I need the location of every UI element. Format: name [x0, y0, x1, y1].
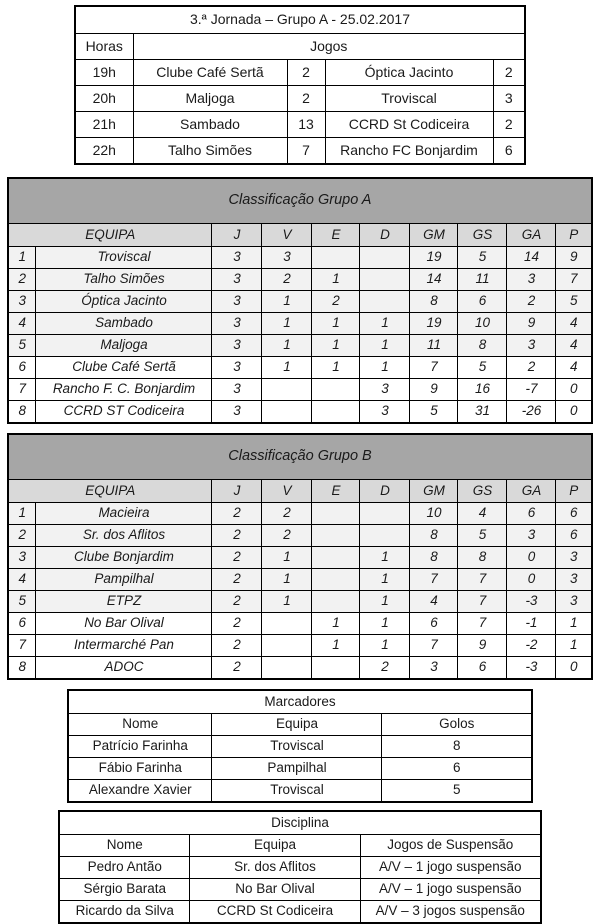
stat-gs: 4 [458, 503, 507, 525]
stat-e: 1 [312, 613, 360, 635]
header-gs: GS [458, 224, 507, 247]
match-row [75, 60, 525, 86]
stat-v [262, 613, 312, 635]
stat-j: 3 [212, 313, 262, 335]
pos-cell: 2 [8, 269, 36, 291]
standings-row [8, 657, 592, 680]
standings-row [8, 247, 592, 269]
standings-row [8, 613, 592, 635]
stat-e: 1 [312, 635, 360, 657]
away-team: Rancho FC Bonjardim [325, 138, 493, 165]
stat-ga: 0 [507, 547, 556, 569]
suspension: A/V – 1 jogo suspensão [360, 857, 540, 879]
standings-row [8, 635, 592, 657]
home-score: 13 [287, 112, 325, 138]
player-name: Pedro Antão [59, 857, 189, 879]
away-score: 2 [493, 60, 525, 86]
standings-row [8, 503, 592, 525]
stat-j: 2 [212, 503, 262, 525]
jornada-header-jogos: Jogos [133, 34, 525, 60]
header-equipa: EQUIPA [8, 224, 212, 247]
player-name: Sérgio Barata [59, 879, 189, 901]
disciplina-title: Disciplina [59, 811, 540, 835]
standings-row [8, 357, 592, 379]
standings-row [8, 269, 592, 291]
stat-e: 2 [312, 291, 360, 313]
stat-v [262, 635, 312, 657]
stat-j: 2 [212, 613, 262, 635]
header-p: P [556, 224, 592, 247]
stat-gm: 10 [410, 503, 458, 525]
disciplina-table [58, 810, 541, 924]
team-cell: Talho Simões [36, 269, 212, 291]
discipline-row [59, 901, 540, 924]
grupo-b-title-row [8, 434, 592, 480]
away-team: Óptica Jacinto [325, 60, 493, 86]
pos-cell: 6 [8, 613, 36, 635]
stat-ga: -2 [507, 635, 556, 657]
stat-gm: 19 [410, 247, 458, 269]
header-nome: Nome [68, 714, 212, 736]
stat-ga: 9 [507, 313, 556, 335]
stat-ga: 3 [507, 269, 556, 291]
player-name: Ricardo da Silva [59, 901, 189, 924]
stat-ga: -3 [507, 591, 556, 613]
stat-ga: 2 [507, 357, 556, 379]
scorer-row [68, 736, 532, 758]
stat-gs: 11 [458, 269, 507, 291]
team-cell: Troviscal [36, 247, 212, 269]
stat-v: 1 [262, 313, 312, 335]
marcadores-title-row [68, 690, 532, 714]
stat-d [360, 503, 410, 525]
home-team: Clube Café Sertã [133, 60, 287, 86]
header-p: P [556, 480, 592, 503]
team-cell: Clube Bonjardim [36, 547, 212, 569]
stat-d: 1 [360, 635, 410, 657]
stat-gm: 8 [410, 291, 458, 313]
stat-gm: 7 [410, 635, 458, 657]
stat-gm: 11 [410, 335, 458, 357]
stat-gs: 5 [458, 357, 507, 379]
stat-e [312, 379, 360, 401]
stat-gm: 7 [410, 357, 458, 379]
stat-j: 3 [212, 291, 262, 313]
header-gm: GM [410, 224, 458, 247]
stat-ga: 3 [507, 525, 556, 547]
scorer-goals: 6 [382, 758, 532, 780]
player-team: No Bar Olival [189, 879, 360, 901]
scorer-goals: 8 [382, 736, 532, 758]
suspension: A/V – 3 jogos suspensão [360, 901, 540, 924]
stat-e: 1 [312, 313, 360, 335]
header-gs: GS [458, 480, 507, 503]
stat-e [312, 657, 360, 680]
stat-gs: 7 [458, 591, 507, 613]
stat-j: 2 [212, 635, 262, 657]
header-equipa: EQUIPA [8, 480, 212, 503]
standings-row [8, 379, 592, 401]
stat-p: 5 [556, 291, 592, 313]
match-time: 22h [75, 138, 133, 165]
pos-cell: 4 [8, 313, 36, 335]
stat-d: 1 [360, 357, 410, 379]
stat-e [312, 569, 360, 591]
header-e: E [312, 224, 360, 247]
stat-v: 2 [262, 269, 312, 291]
discipline-row [59, 857, 540, 879]
scorer-name: Alexandre Xavier [68, 780, 212, 803]
stat-e [312, 547, 360, 569]
stat-d [360, 269, 410, 291]
stat-gm: 14 [410, 269, 458, 291]
stat-ga: -26 [507, 401, 556, 424]
stat-gs: 8 [458, 547, 507, 569]
stat-p: 4 [556, 357, 592, 379]
match-row [75, 86, 525, 112]
home-score: 2 [287, 86, 325, 112]
stat-ga: -1 [507, 613, 556, 635]
stat-p: 0 [556, 379, 592, 401]
stat-gs: 6 [458, 291, 507, 313]
stat-v: 1 [262, 357, 312, 379]
stat-j: 2 [212, 547, 262, 569]
team-cell: CCRD ST Codiceira [36, 401, 212, 424]
stat-d: 1 [360, 313, 410, 335]
stat-v: 1 [262, 591, 312, 613]
stat-j: 2 [212, 525, 262, 547]
stat-v: 3 [262, 247, 312, 269]
stat-e: 1 [312, 269, 360, 291]
pos-cell: 3 [8, 291, 36, 313]
scorer-team: Troviscal [212, 736, 382, 758]
scorer-name: Fábio Farinha [68, 758, 212, 780]
stat-v [262, 401, 312, 424]
stat-v: 1 [262, 291, 312, 313]
marcadores-table [67, 689, 533, 803]
stat-d [360, 291, 410, 313]
stat-d [360, 247, 410, 269]
stat-gm: 4 [410, 591, 458, 613]
stat-p: 0 [556, 401, 592, 424]
stat-p: 7 [556, 269, 592, 291]
jornada-table [74, 5, 526, 165]
stat-j: 3 [212, 335, 262, 357]
stat-j: 2 [212, 657, 262, 680]
match-row [75, 138, 525, 165]
disciplina-title-row [59, 811, 540, 835]
home-score: 2 [287, 60, 325, 86]
stat-j: 2 [212, 591, 262, 613]
stat-e [312, 401, 360, 424]
grupo-b-header-row [8, 480, 592, 503]
header-suspensao: Jogos de Suspensão [360, 835, 540, 857]
away-score: 3 [493, 86, 525, 112]
player-team: Sr. dos Aflitos [189, 857, 360, 879]
stat-v: 1 [262, 569, 312, 591]
grupo-a-header-row [8, 224, 592, 247]
match-row [75, 112, 525, 138]
stat-d: 2 [360, 657, 410, 680]
stat-gs: 5 [458, 247, 507, 269]
team-cell: Pampilhal [36, 569, 212, 591]
team-cell: Óptica Jacinto [36, 291, 212, 313]
stat-e: 1 [312, 357, 360, 379]
team-cell: Intermarché Pan [36, 635, 212, 657]
stat-j: 3 [212, 357, 262, 379]
stat-gm: 8 [410, 547, 458, 569]
stat-p: 0 [556, 657, 592, 680]
suspension: A/V – 1 jogo suspensão [360, 879, 540, 901]
stat-gs: 8 [458, 335, 507, 357]
stat-e: 1 [312, 335, 360, 357]
stat-gm: 5 [410, 401, 458, 424]
standings-row [8, 335, 592, 357]
stat-gs: 7 [458, 569, 507, 591]
grupo-a-table [7, 177, 593, 424]
stat-p: 3 [556, 569, 592, 591]
stat-gs: 7 [458, 613, 507, 635]
stat-v: 2 [262, 503, 312, 525]
stat-gs: 9 [458, 635, 507, 657]
away-score: 2 [493, 112, 525, 138]
standings-row [8, 291, 592, 313]
stat-j: 3 [212, 269, 262, 291]
pos-cell: 8 [8, 401, 36, 424]
header-v: V [262, 224, 312, 247]
home-team: Sambado [133, 112, 287, 138]
stat-p: 9 [556, 247, 592, 269]
standings-row [8, 547, 592, 569]
stat-gm: 8 [410, 525, 458, 547]
header-nome: Nome [59, 835, 189, 857]
stat-d: 1 [360, 591, 410, 613]
header-ga: GA [507, 480, 556, 503]
grupo-a-title-row [8, 178, 592, 224]
stat-e [312, 525, 360, 547]
jornada-header-horas: Horas [75, 34, 133, 60]
stat-e [312, 591, 360, 613]
header-gm: GM [410, 480, 458, 503]
discipline-row [59, 879, 540, 901]
stat-ga: 14 [507, 247, 556, 269]
team-cell: Macieira [36, 503, 212, 525]
stat-v [262, 379, 312, 401]
jornada-title: 3.ª Jornada – Grupo A - 25.02.2017 [75, 6, 525, 34]
pos-cell: 1 [8, 503, 36, 525]
stat-d [360, 525, 410, 547]
stat-ga: 2 [507, 291, 556, 313]
grupo-b-title: Classificação Grupo B [8, 434, 592, 480]
marcadores-title: Marcadores [68, 690, 532, 714]
team-cell: Sr. dos Aflitos [36, 525, 212, 547]
team-cell: Sambado [36, 313, 212, 335]
pos-cell: 3 [8, 547, 36, 569]
standings-row [8, 313, 592, 335]
team-cell: Maljoga [36, 335, 212, 357]
stat-p: 3 [556, 591, 592, 613]
stat-ga: 6 [507, 503, 556, 525]
stat-gm: 3 [410, 657, 458, 680]
match-time: 21h [75, 112, 133, 138]
stat-v: 1 [262, 547, 312, 569]
stat-gm: 19 [410, 313, 458, 335]
stat-ga: 0 [507, 569, 556, 591]
header-equipa: Equipa [212, 714, 382, 736]
stat-v: 1 [262, 335, 312, 357]
match-time: 20h [75, 86, 133, 112]
stat-p: 6 [556, 525, 592, 547]
stat-p: 4 [556, 335, 592, 357]
header-j: J [212, 224, 262, 247]
scorer-row [68, 780, 532, 803]
away-team: Troviscal [325, 86, 493, 112]
match-time: 19h [75, 60, 133, 86]
away-score: 6 [493, 138, 525, 165]
scorer-name: Patrício Farinha [68, 736, 212, 758]
stat-d: 1 [360, 569, 410, 591]
stat-v [262, 657, 312, 680]
grupo-a-title: Classificação Grupo A [8, 178, 592, 224]
stat-p: 6 [556, 503, 592, 525]
stat-j: 3 [212, 379, 262, 401]
stat-v: 2 [262, 525, 312, 547]
team-cell: No Bar Olival [36, 613, 212, 635]
stat-j: 3 [212, 401, 262, 424]
standings-row [8, 401, 592, 424]
stat-e [312, 503, 360, 525]
stat-gm: 9 [410, 379, 458, 401]
header-v: V [262, 480, 312, 503]
stat-gs: 5 [458, 525, 507, 547]
stat-d: 3 [360, 379, 410, 401]
stat-d: 1 [360, 613, 410, 635]
header-e: E [312, 480, 360, 503]
home-score: 7 [287, 138, 325, 165]
player-team: CCRD St Codiceira [189, 901, 360, 924]
home-team: Talho Simões [133, 138, 287, 165]
stat-d: 1 [360, 547, 410, 569]
header-j: J [212, 480, 262, 503]
standings-row [8, 569, 592, 591]
header-equipa: Equipa [189, 835, 360, 857]
team-cell: ADOC [36, 657, 212, 680]
stat-gs: 6 [458, 657, 507, 680]
header-golos: Golos [382, 714, 532, 736]
standings-row [8, 591, 592, 613]
scorer-team: Troviscal [212, 780, 382, 803]
pos-cell: 5 [8, 591, 36, 613]
header-d: D [360, 480, 410, 503]
scorer-row [68, 758, 532, 780]
away-team: CCRD St Codiceira [325, 112, 493, 138]
marcadores-header-row [68, 714, 532, 736]
stat-ga: -3 [507, 657, 556, 680]
stat-gm: 7 [410, 569, 458, 591]
stat-j: 2 [212, 569, 262, 591]
stat-gm: 6 [410, 613, 458, 635]
stat-j: 3 [212, 247, 262, 269]
stat-ga: -7 [507, 379, 556, 401]
home-team: Maljoga [133, 86, 287, 112]
grupo-b-table [7, 433, 593, 680]
pos-cell: 2 [8, 525, 36, 547]
stat-gs: 31 [458, 401, 507, 424]
scorer-team: Pampilhal [212, 758, 382, 780]
pos-cell: 8 [8, 657, 36, 680]
jornada-title-row [75, 6, 525, 34]
pos-cell: 7 [8, 379, 36, 401]
stat-gs: 16 [458, 379, 507, 401]
stat-p: 4 [556, 313, 592, 335]
stat-d: 1 [360, 335, 410, 357]
stat-p: 3 [556, 547, 592, 569]
stat-ga: 3 [507, 335, 556, 357]
disciplina-header-row [59, 835, 540, 857]
team-cell: Clube Café Sertã [36, 357, 212, 379]
stat-p: 1 [556, 613, 592, 635]
jornada-header-row [75, 34, 525, 60]
team-cell: ETPZ [36, 591, 212, 613]
team-cell: Rancho F. C. Bonjardim [36, 379, 212, 401]
stat-d: 3 [360, 401, 410, 424]
stat-e [312, 247, 360, 269]
stat-p: 1 [556, 635, 592, 657]
header-ga: GA [507, 224, 556, 247]
pos-cell: 6 [8, 357, 36, 379]
pos-cell: 4 [8, 569, 36, 591]
stat-gs: 10 [458, 313, 507, 335]
pos-cell: 7 [8, 635, 36, 657]
header-d: D [360, 224, 410, 247]
pos-cell: 1 [8, 247, 36, 269]
pos-cell: 5 [8, 335, 36, 357]
standings-row [8, 525, 592, 547]
scorer-goals: 5 [382, 780, 532, 803]
